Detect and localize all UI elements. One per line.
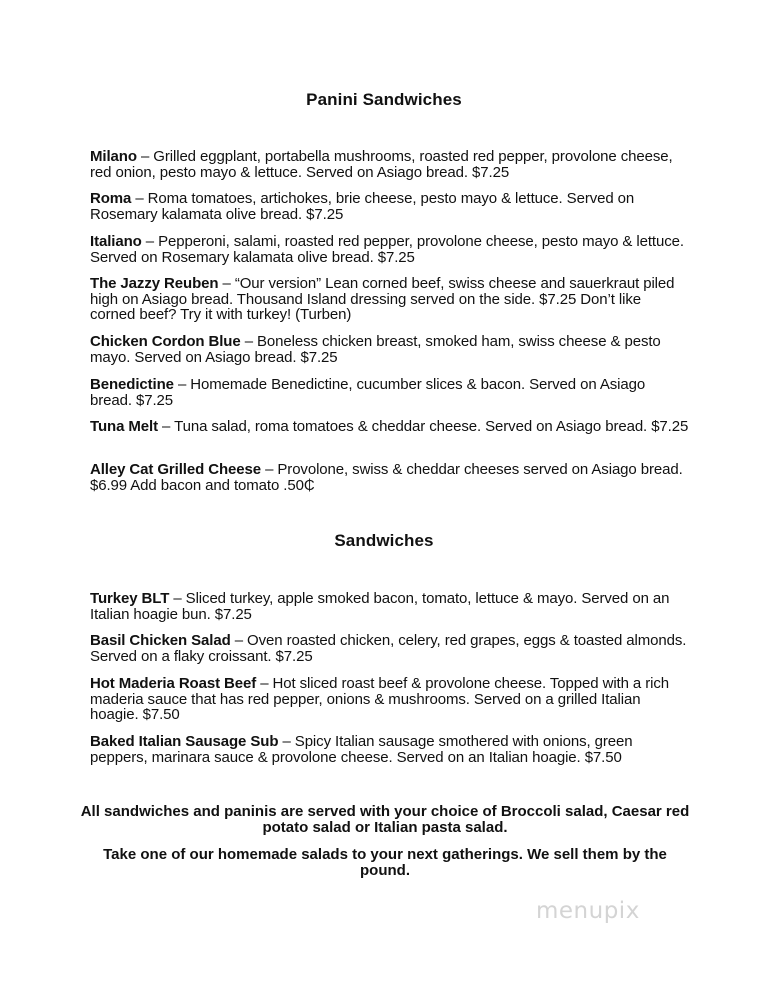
item-name: Basil Chicken Salad: [90, 632, 231, 649]
item-description: – Provolone, swiss & cheddar cheeses served on Asiago bread. $6.99 Add bacon and tomato .50₵: [90, 461, 683, 494]
item-name: Chicken Cordon Blue: [90, 333, 241, 350]
item-description: – Pepperoni, salami, roasted red pepper, provolone cheese, pesto mayo & lettuce. Served on Rosemary kalamata olive bread. $7.25: [90, 233, 684, 266]
menu-item-chicken-cordon-blue: [90, 334, 690, 365]
sides-note: All sandwiches and paninis are served with your choice of Broccoli salad, Caesar red potato salad or Italian pasta salad.: [80, 803, 690, 836]
item-description: – “Our version” Lean corned beef, swiss cheese and sauerkraut piled high on Asiago bread. Thousand Island dressing served on the side. $7.25 Don’t like corned beef? Try it with turkey! (Turben): [90, 275, 675, 323]
item-name: Baked Italian Sausage Sub: [90, 733, 279, 750]
menupix-watermark: menupix: [536, 898, 640, 924]
item-description: – Roma tomatoes, artichokes, brie cheese, pesto mayo & lettuce. Served on Rosemary kalamata olive bread. $7.25: [90, 190, 635, 223]
salads-note: Take one of our homemade salads to your next gatherings. We sell them by the pound.: [103, 846, 667, 879]
item-name: Milano: [90, 148, 137, 165]
item-name: Hot Maderia Roast Beef: [90, 675, 257, 692]
menu-item-italiano: [90, 234, 690, 265]
item-description: – Tuna salad, roma tomatoes & cheddar cheese. Served on Asiago bread. $7.25: [157, 418, 689, 435]
item-name: Roma: [90, 190, 132, 207]
item-name: Benedictine: [90, 376, 174, 393]
menu-item-jazzy-reuben: [90, 276, 690, 323]
menu-item-baked-italian-sausage-sub: [90, 734, 690, 765]
item-description: – Sliced turkey, apple smoked bacon, tomato, lettuce & mayo. Served on an Italian hoagie bun. $7.25: [90, 590, 670, 623]
menu-item-roma: [90, 191, 690, 222]
item-description: – Oven roasted chicken, celery, red grapes, eggs & toasted almonds. Served on a flaky croissant. $7.25: [90, 632, 687, 665]
item-description: – Boneless chicken breast, smoked ham, swiss cheese & pesto mayo. Served on Asiago bread. $7.25: [90, 333, 661, 366]
item-name: The Jazzy Reuben: [90, 275, 219, 292]
item-description: – Grilled eggplant, portabella mushrooms, roasted red pepper, provolone cheese, red onion, pesto mayo & lettuce. Served on Asiago bread. $7.25: [90, 148, 673, 181]
item-description: – Spicy Italian sausage smothered with onions, green peppers, marinara sauce & provolone cheese. Served on an Italian hoagie. $7.50: [90, 733, 633, 766]
menu-item-turkey-blt: [90, 591, 690, 622]
item-name: Turkey BLT: [90, 590, 170, 607]
menu-item-tuna-melt: [90, 419, 690, 435]
item-name: Alley Cat Grilled Cheese: [90, 461, 262, 478]
menu-item-benedictine: [90, 377, 690, 408]
sandwiches-section-title: Sandwiches: [334, 531, 434, 550]
panini-section-title: Panini Sandwiches: [306, 90, 462, 109]
menu-item-milano: [90, 149, 690, 180]
item-description: – Hot sliced roast beef & provolone cheese. Topped with a rich maderia sauce that has red pepper, onions & mushrooms. Served on a grilled Italian hoagie. $7.50: [90, 675, 670, 723]
menu-item-basil-chicken-salad: [90, 633, 690, 664]
item-name: Tuna Melt: [90, 418, 158, 435]
menu-item-alley-cat-grilled-cheese: [90, 462, 690, 493]
item-name: Italiano: [90, 233, 142, 250]
menu-item-hot-maderia-roast-beef: [90, 676, 690, 723]
item-description: – Homemade Benedictine, cucumber slices & bacon. Served on Asiago bread. $7.25: [90, 376, 646, 409]
